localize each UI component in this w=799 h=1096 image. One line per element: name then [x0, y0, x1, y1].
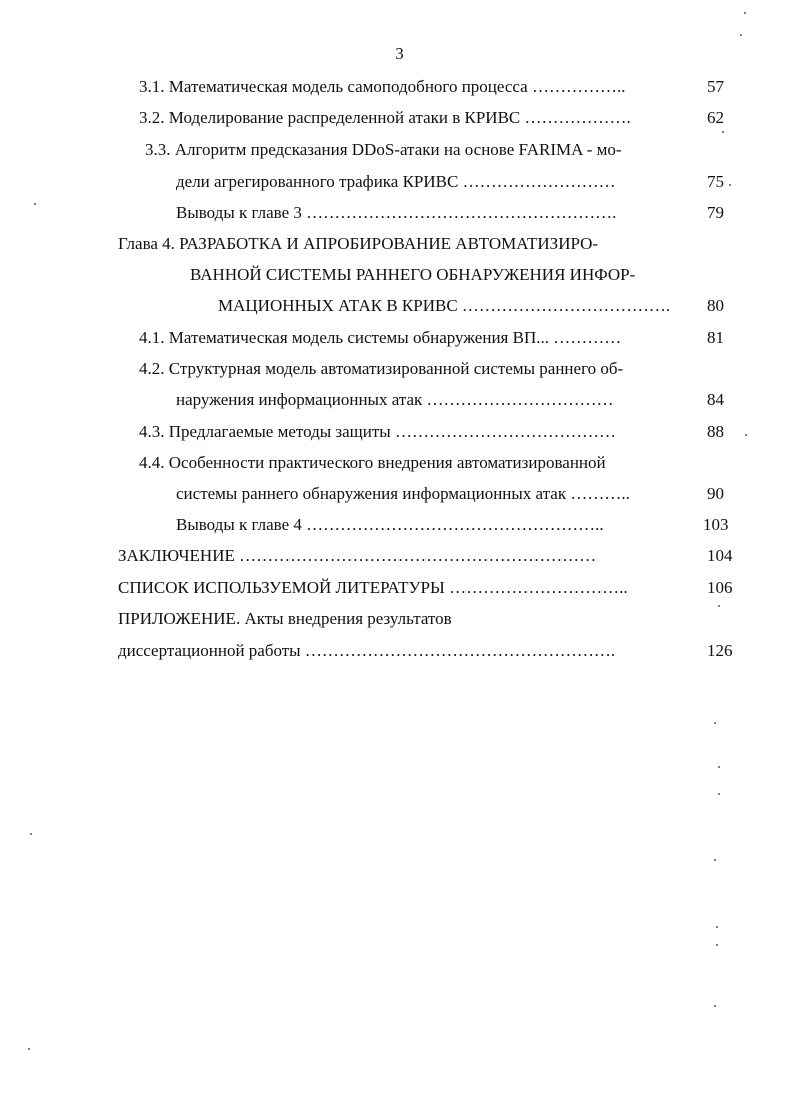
toc-page-4-3: 88	[707, 422, 724, 441]
scan-speck	[28, 1048, 30, 1050]
toc-page-references: 106	[707, 578, 733, 597]
toc-page-3-2: 62	[707, 108, 724, 127]
toc-entry-4-2-cont: наружения информационных атак ……………………………	[176, 390, 614, 409]
toc-page-4-1: 81	[707, 328, 724, 347]
scan-speck	[34, 203, 36, 205]
toc-entry-3-2: 3.2. Моделирование распределенной атаки в КРИВС ……………….	[139, 108, 631, 127]
toc-entry-4-2: 4.2. Структурная модель автоматизированной системы раннего об-	[139, 359, 624, 378]
scan-speck	[718, 766, 720, 768]
toc-page-4-2: 84	[707, 390, 724, 409]
scan-speck	[716, 926, 718, 928]
toc-entry-3-3-cont: дели агрегированного трафика КРИВС ………………………	[176, 172, 616, 191]
scan-speck	[716, 944, 718, 946]
toc-page-conclusions-4: 103	[703, 515, 729, 534]
toc-page-conclusions-3: 79	[707, 203, 724, 222]
toc-entry-4-4: 4.4. Особенности практического внедрения автоматизированной	[139, 453, 606, 472]
toc-page-3-3: 75	[707, 172, 724, 191]
scan-speck	[718, 605, 720, 607]
toc-entry-appendix: ПРИЛОЖЕНИЕ. Акты внедрения результатов	[118, 609, 452, 628]
toc-entry-conclusions-4: Выводы к главе 4 ……………………………………………..	[176, 515, 604, 534]
toc-entry-appendix-cont: диссертационной работы ……………………………………………….	[118, 641, 616, 660]
toc-entry-chapter-4-cont2: МАЦИОННЫХ АТАК В КРИВС ……………………………….	[218, 296, 671, 315]
scan-speck	[744, 12, 746, 14]
toc-page-chapter-4: 80	[707, 296, 724, 315]
toc-page-3-1: 57	[707, 77, 724, 96]
scan-speck	[714, 722, 716, 724]
toc-entry-chapter-4-cont1: ВАННОЙ СИСТЕМЫ РАННЕГО ОБНАРУЖЕНИЯ ИНФОР-	[190, 265, 636, 284]
scan-speck	[745, 434, 747, 436]
toc-entry-3-3: 3.3. Алгоритм предсказания DDoS-атаки на основе FARIMA - мо-	[145, 140, 622, 159]
toc-entry-conclusions-3: Выводы к главе 3 ……………………………………………….	[176, 203, 617, 222]
scan-speck	[718, 793, 720, 795]
scan-speck	[714, 1005, 716, 1007]
toc-entry-4-4-cont: системы раннего обнаружения информационных атак ………..	[176, 484, 630, 503]
scan-speck	[714, 859, 716, 861]
scan-speck	[722, 131, 724, 133]
scan-speck	[30, 833, 32, 835]
page-number: 3	[395, 44, 404, 63]
toc-page-appendix: 126	[707, 641, 733, 660]
toc-entry-4-1: 4.1. Математическая модель системы обнаружения ВП... …………	[139, 328, 622, 347]
toc-entry-conclusion: ЗАКЛЮЧЕНИЕ ………………………………………………………	[118, 546, 597, 565]
toc-page-conclusion: 104	[707, 546, 733, 565]
scan-speck	[729, 184, 731, 186]
toc-entry-3-1: 3.1. Математическая модель самоподобного процесса ……………..	[139, 77, 626, 96]
toc-page-4-4: 90	[707, 484, 724, 503]
toc-entry-4-3: 4.3. Предлагаемые методы защиты …………………………………	[139, 422, 616, 441]
toc-entry-chapter-4: Глава 4. РАЗРАБОТКА И АПРОБИРОВАНИЕ АВТОМАТИЗИРО-	[118, 234, 599, 253]
scan-speck	[740, 34, 742, 36]
toc-entry-references: СПИСОК ИСПОЛЬЗУЕМОЙ ЛИТЕРАТУРЫ …………………………..	[118, 578, 628, 597]
